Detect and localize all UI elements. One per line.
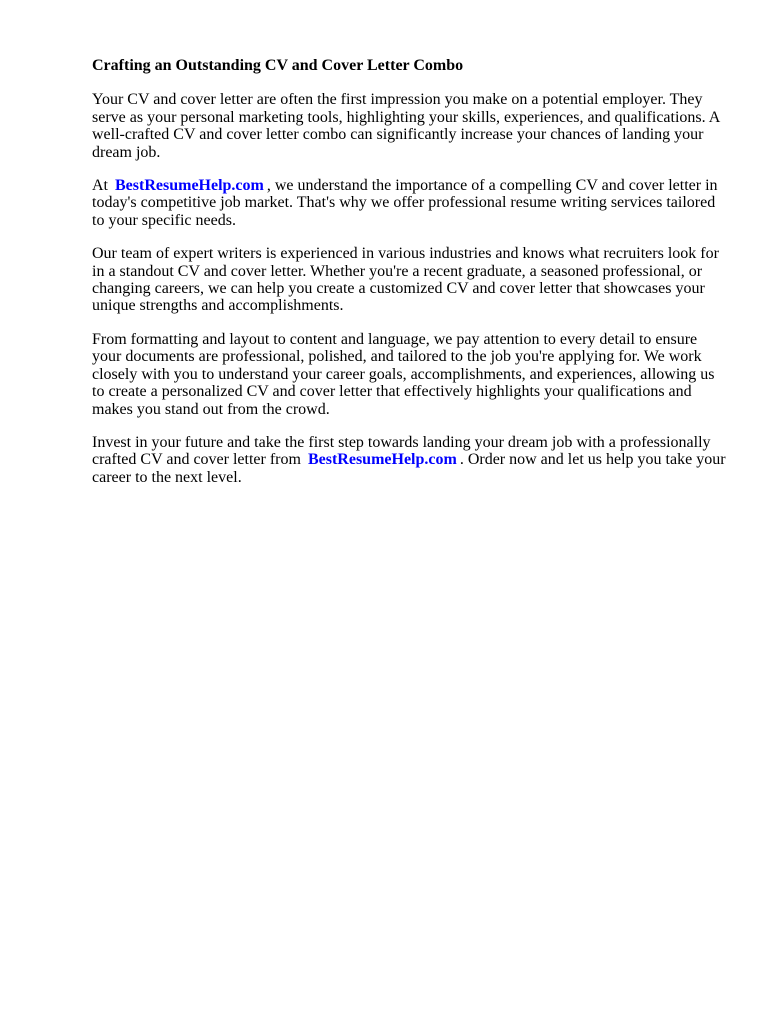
paragraph	[92, 177, 728, 229]
link-bestresumehelp[interactable]: BestResumeHelp.com	[115, 177, 264, 195]
paragraph-text: At	[92, 177, 112, 195]
link-bestresumehelp[interactable]: BestResumeHelp.com	[307, 451, 457, 469]
paragraph	[92, 91, 728, 161]
paragraph-text: Our team of expert writers is experienced in various industries and knows what recruiters look for in a standout CV and cover letter. Whether you're a recent graduate, a seasoned professional, or changing careers, we can help you create a customized CV and cover letter that showcases your unique strengths and accomplishments.	[92, 245, 719, 315]
paragraph-text: , we understand the importance of a compelling CV and cover letter in today's competitive job market. That's why we offer professional resume writing services tailored to your specific needs.	[92, 177, 718, 229]
paragraph-text: Invest in your future and take the first step towards landing your dream job with a professionally crafted CV and cover letter from	[92, 433, 711, 469]
document-body	[92, 91, 732, 486]
paragraph-text: . Order now and let us help you take your career to the next level.	[92, 451, 726, 486]
paragraph	[92, 331, 728, 418]
page-title: Crafting an Outstanding CV and Cover Letter Combo	[92, 57, 464, 74]
paragraph	[92, 245, 728, 315]
paragraph-text: Your CV and cover letter are often the first impression you make on a potential employer. They serve as your personal marketing tools, highlighting your skills, experiences, and qualifications. A well-crafted CV and cover letter combo can significantly increase your chances of landing your dream job.	[92, 91, 720, 161]
paragraph	[92, 434, 728, 486]
paragraph-text: From formatting and layout to content and language, we pay attention to every detail to ensure your documents are professional, polished, and tailored to the job you're applying for. We work closely with you to understand your career goals, accomplishments, and experiences, allowing us to create a personalized CV and cover letter that effectively highlights your qualifications and makes you stand out from the crowd.	[92, 330, 715, 418]
